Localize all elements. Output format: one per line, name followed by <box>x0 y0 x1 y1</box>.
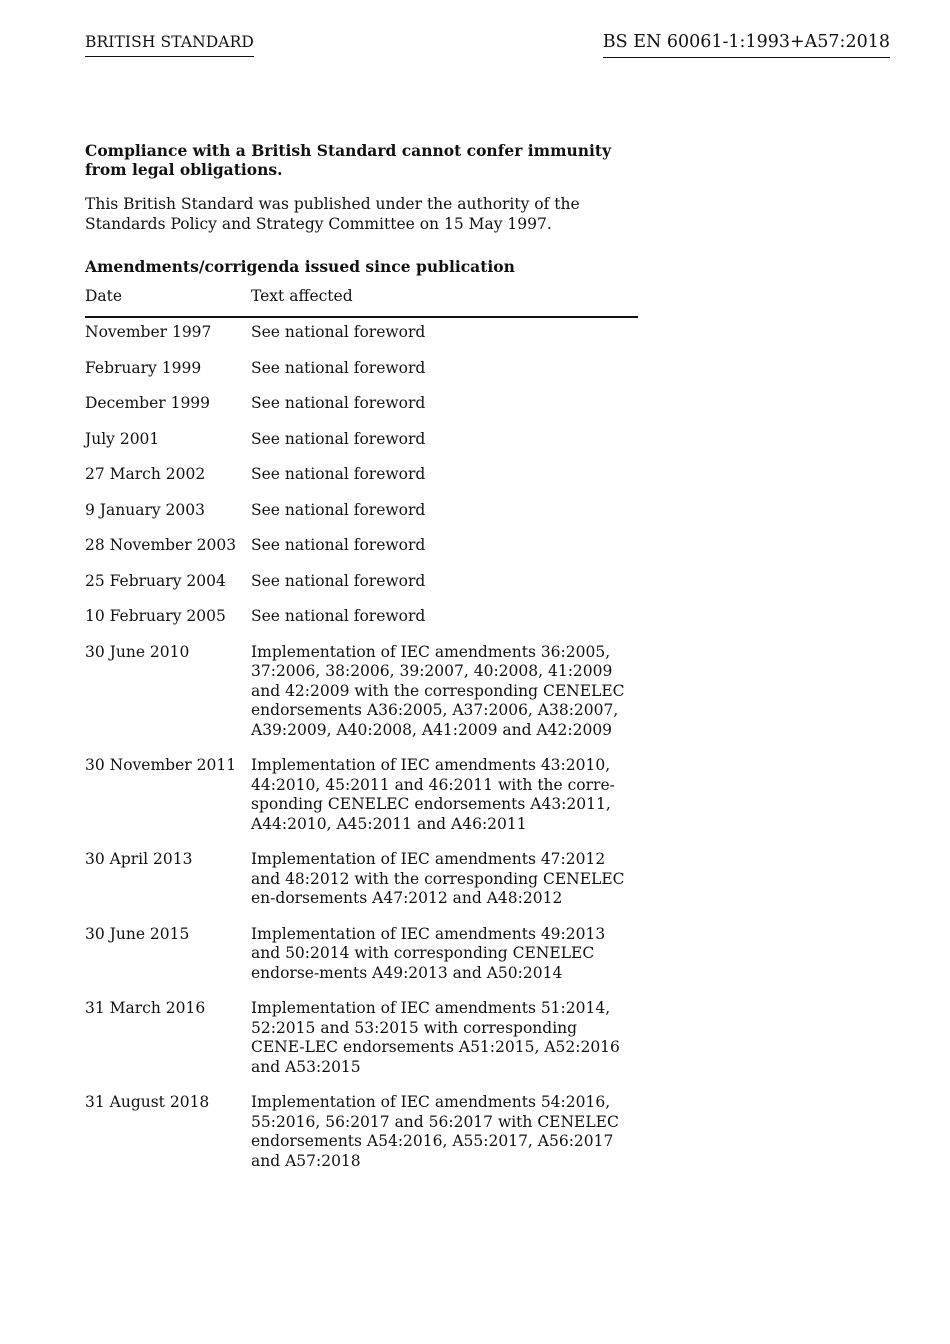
table-row <box>85 323 638 343</box>
row-date: 25 February 2004 <box>85 571 226 590</box>
row-date: 28 November 2003 <box>85 536 237 554</box>
table-row <box>85 394 638 414</box>
table-row <box>85 756 638 834</box>
row-date: November 1997 <box>85 323 212 341</box>
table-row <box>85 850 638 909</box>
row-date: 10 February 2005 <box>85 607 226 625</box>
row-text-affected: See national foreword <box>251 536 426 554</box>
row-date: February 1999 <box>85 358 202 377</box>
table-row <box>85 536 638 556</box>
row-text-affected: See national foreword <box>251 323 426 341</box>
column-header-text-affected: Text affected <box>251 287 353 305</box>
amendments-table-header <box>85 286 638 318</box>
row-date: 31 March 2016 <box>85 999 206 1017</box>
amendments-table <box>85 286 638 1187</box>
table-row <box>85 572 638 592</box>
row-date: 9 January 2003 <box>85 500 205 519</box>
row-text-affected: Implementation of IEC amendments 36:2005, 37:2006, 38:2006, 39:2007, 40:2008, 41:2009 and 42:2009 with the corresponding CENELEC endorsements A36:2005, A37:2006, A38:2007, A39:2009, A40:2008, A41:2009 and A42:2009 <box>251 642 625 739</box>
row-date: 30 June 2010 <box>85 642 190 661</box>
compliance-notice: Compliance with a British Standard cannot confer immunity from legal obligations. <box>85 141 612 179</box>
table-row <box>85 359 638 379</box>
table-row <box>85 1093 638 1171</box>
row-text-affected: Implementation of IEC amendments 43:2010, 44:2010, 45:2011 and 46:2011 with the corre-sponding CENELEC endorsements A43:2011, A44:2010, A45:2011 and A46:2011 <box>251 756 615 833</box>
row-date: December 1999 <box>85 394 211 412</box>
row-date: 30 April 2013 <box>85 850 193 868</box>
table-row <box>85 925 638 984</box>
header-standard-number: BS EN 60061-1:1993+A57:2018 <box>603 31 890 58</box>
row-text-affected: See national foreword <box>251 607 426 625</box>
row-text-affected: Implementation of IEC amendments 49:2013 and 50:2014 with corresponding CENELEC endorse-ments A49:2013 and A50:2014 <box>251 924 606 982</box>
table-row <box>85 465 638 485</box>
table-row <box>85 501 638 521</box>
row-date: 31 August 2018 <box>85 1093 210 1111</box>
table-row <box>85 430 638 450</box>
row-text-affected: See national foreword <box>251 571 426 590</box>
row-text-affected: See national foreword <box>251 500 426 519</box>
row-text-affected: See national foreword <box>251 394 426 412</box>
row-text-affected: Implementation of IEC amendments 54:2016, 55:2016, 56:2017 and 56:2017 with CENELEC endorsements A54:2016, A55:2017, A56:2017 and A57:2018 <box>251 1093 619 1170</box>
table-row <box>85 607 638 627</box>
row-date: 27 March 2002 <box>85 465 206 483</box>
row-date: 30 November 2011 <box>85 756 237 774</box>
row-date: 30 June 2015 <box>85 924 190 943</box>
header-left-title: BRITISH STANDARD <box>85 32 254 57</box>
row-text-affected: See national foreword <box>251 358 426 377</box>
row-text-affected: See national foreword <box>251 465 426 483</box>
row-text-affected: See national foreword <box>251 429 426 448</box>
row-text-affected: Implementation of IEC amendments 47:2012 and 48:2012 with the corresponding CENELEC en-dorsements A47:2012 and A48:2012 <box>251 850 625 907</box>
column-header-date: Date <box>85 287 123 305</box>
authority-statement: This British Standard was published under the authority of the Standards Policy and Strategy Committee on 15 May 1997. <box>85 195 580 233</box>
table-row <box>85 999 638 1077</box>
row-date: July 2001 <box>85 429 160 448</box>
amendments-title: Amendments/corrigenda issued since publication <box>85 257 515 276</box>
table-row <box>85 643 638 741</box>
row-text-affected: Implementation of IEC amendments 51:2014, 52:2015 and 53:2015 with corresponding CENE-LEC endorsements A51:2015, A52:2016 and A53:2015 <box>251 999 620 1076</box>
amendments-table-body <box>85 318 638 1171</box>
